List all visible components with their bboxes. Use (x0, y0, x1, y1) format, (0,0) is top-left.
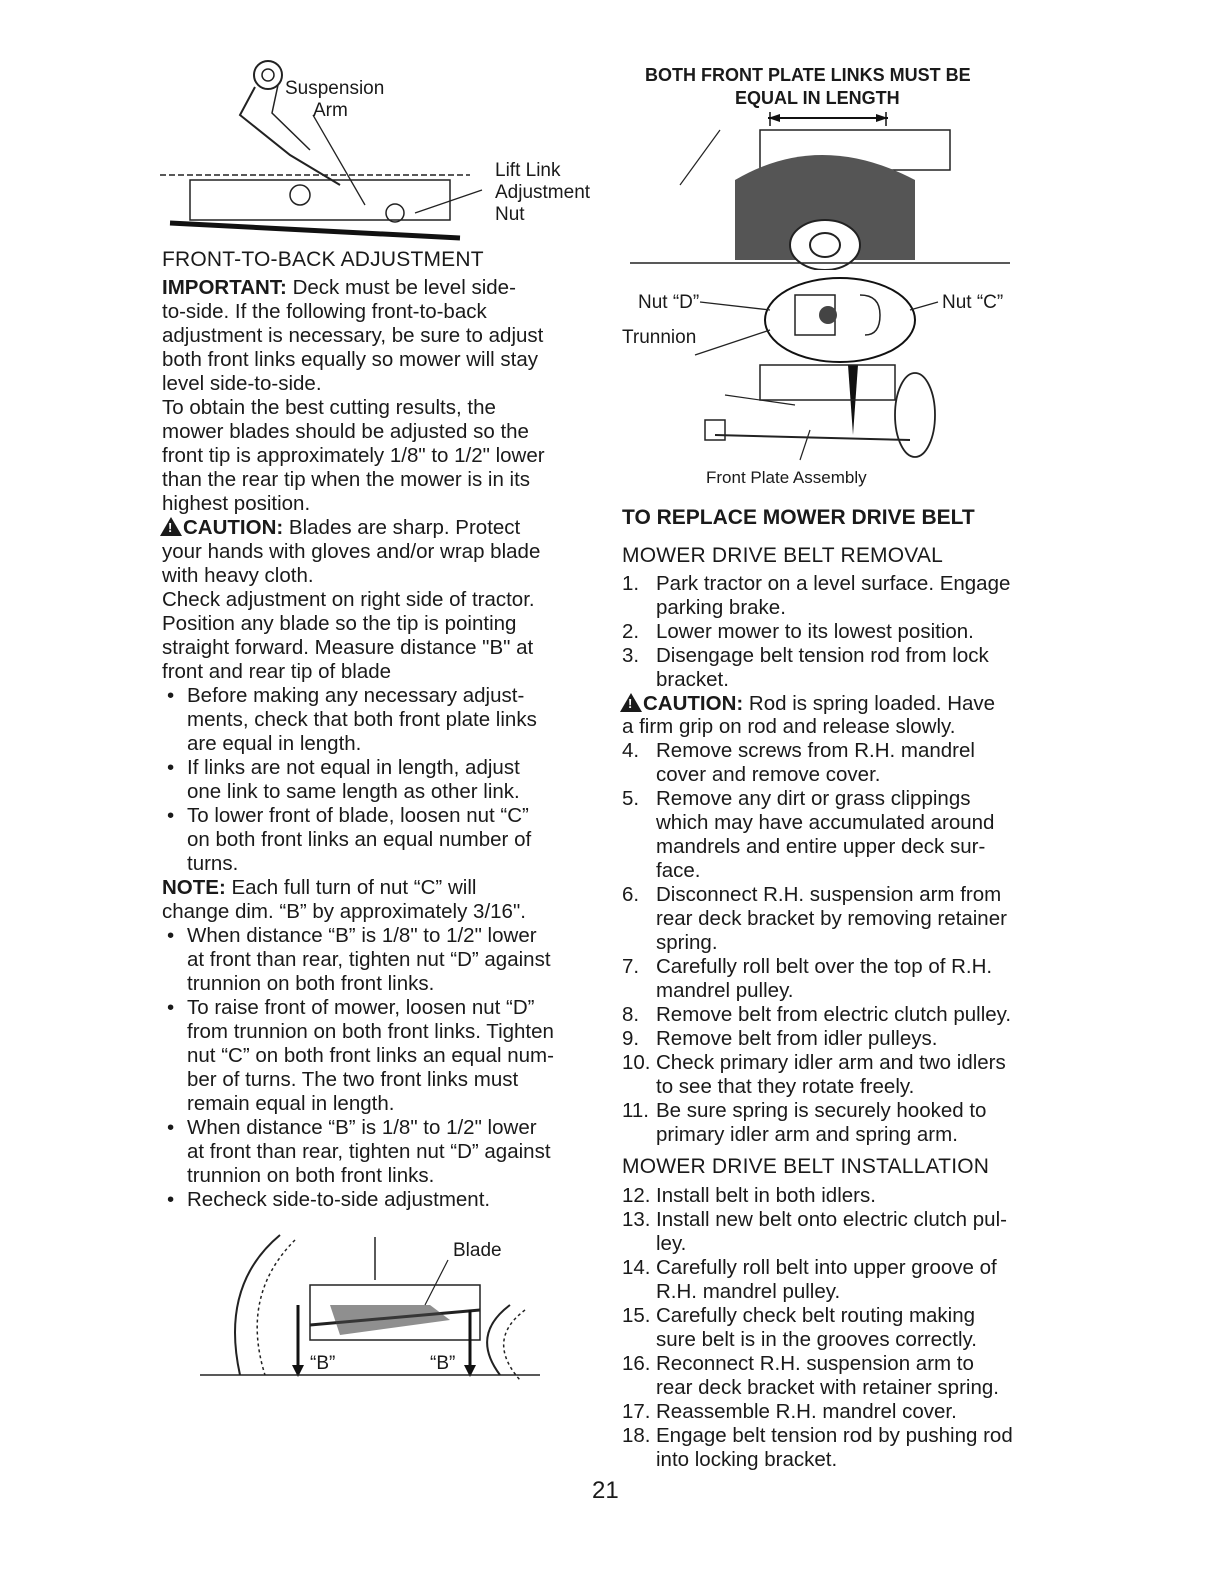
step-number: 13. (622, 1208, 651, 1231)
bullet-glyph: • (167, 996, 175, 1019)
list-item-line: ber of turns. The two front links must (187, 1068, 519, 1091)
list-item-line: turns. (187, 852, 239, 875)
nut-d-label: Nut “D” (638, 292, 700, 313)
distance-b-right-label: “B” (430, 1353, 456, 1374)
note-line: Each full turn of nut “C” will (225, 876, 477, 899)
step-line: Reconnect R.H. suspension arm to (656, 1352, 974, 1375)
step-number: 9. (622, 1027, 640, 1050)
bullet-glyph: • (167, 1116, 175, 1139)
important-line: to-side. If the following front-to-back (162, 300, 487, 323)
list-item-line: When distance “B” is 1/8" to 1/2" lower (187, 1116, 537, 1139)
blade-label: Blade (453, 1240, 502, 1261)
caution-label: CAUTION: (643, 692, 744, 715)
caution-line: Blades are sharp. Protect (283, 516, 521, 539)
bullet-glyph: • (167, 924, 175, 947)
trunnion-label: Trunnion (622, 327, 697, 348)
list-item-line: Recheck side-to-side adjustment. (187, 1188, 491, 1211)
step-line: cover and remove cover. (656, 763, 881, 786)
suspension-arm-label-2: Arm (313, 100, 348, 121)
removal-heading: MOWER DRIVE BELT REMOVAL (622, 544, 944, 567)
step-line: mandrel pulley. (656, 979, 794, 1002)
step-number: 3. (622, 644, 640, 667)
step-number: 17. (622, 1400, 651, 1423)
note-line: change dim. “B” by approximately 3/16". (162, 900, 526, 923)
important-line: both front links equally so mower will stay (162, 348, 538, 371)
caution-line: Position any blade so the tip is pointing (162, 612, 517, 635)
list-item-line: nut “C” on both front links an equal num- (187, 1044, 554, 1067)
list-item-line: on both front links an equal number of (187, 828, 532, 851)
list-item-line: from trunnion on both front links. Tighten (187, 1020, 554, 1043)
step-line: into locking bracket. (656, 1448, 838, 1471)
front-to-back-heading: FRONT-TO-BACK ADJUSTMENT (162, 248, 484, 271)
step-number: 15. (622, 1304, 651, 1327)
important-line: To obtain the best cutting results, the (162, 396, 496, 419)
lift-link-label-2: Adjustment (495, 182, 591, 203)
list-item-line: If links are not equal in length, adjust (187, 756, 520, 779)
lift-link-label-1: Lift Link (495, 160, 561, 181)
list-item-line: trunnion on both front links. (187, 1164, 435, 1187)
step-line: which may have accumulated around (656, 811, 995, 834)
important-line: Deck must be level side- (286, 276, 516, 299)
step-line: ley. (656, 1232, 687, 1255)
front-plate-title-1: BOTH FRONT PLATE LINKS MUST BE (645, 65, 971, 85)
bullet-glyph: • (167, 684, 175, 707)
front-plate-links-figure (620, 110, 1020, 270)
step-line: Lower mower to its lowest position. (656, 620, 974, 643)
front-plate-caption: Front Plate Assembly (706, 468, 867, 487)
suspension-arm-label-1: Suspension (285, 78, 385, 99)
bullet-glyph: • (167, 804, 175, 827)
step-line: Check primary idler arm and two idlers (656, 1051, 1006, 1074)
bullet-glyph: • (167, 756, 175, 779)
caution-line: with heavy cloth. (162, 564, 314, 587)
caution-line: Check adjustment on right side of tractor. (162, 588, 535, 611)
step-line: rear deck bracket by removing retainer (656, 907, 1007, 930)
step-line: Carefully roll belt over the top of R.H. (656, 955, 993, 978)
caution-line: front and rear tip of blade (162, 660, 392, 683)
step-number: 10. (622, 1051, 651, 1074)
list-item-line: To raise front of mower, loosen nut “D” (187, 996, 535, 1019)
warning-icon (160, 517, 182, 536)
step-line: to see that they rotate freely. (656, 1075, 915, 1098)
step-line: parking brake. (656, 596, 786, 619)
important-line: mower blades should be adjusted so the (162, 420, 529, 443)
step-number: 6. (622, 883, 640, 906)
step-number: 5. (622, 787, 640, 810)
list-item-line: trunnion on both front links. (187, 972, 435, 995)
step-number: 18. (622, 1424, 651, 1447)
step-line: Engage belt tension rod by pushing rod (656, 1424, 1013, 1447)
list-item-line: When distance “B” is 1/8" to 1/2" lower (187, 924, 537, 947)
step-line: mandrels and entire upper deck sur- (656, 835, 986, 858)
step-number: 7. (622, 955, 640, 978)
caution-line: your hands with gloves and/or wrap blade (162, 540, 541, 563)
lift-link-label-3: Nut (495, 204, 525, 225)
page-number: 21 (592, 1477, 619, 1504)
step-line: face. (656, 859, 701, 882)
step-line: Carefully check belt routing making (656, 1304, 976, 1327)
step-line: Park tractor on a level surface. Engage (656, 572, 1011, 595)
caution-line: Rod is spring loaded. Have (743, 692, 996, 715)
step-line: primary idler arm and spring arm. (656, 1123, 958, 1146)
important-line: adjustment is necessary, be sure to adjust (162, 324, 544, 347)
important-line: than the rear tip when the mower is in its (162, 468, 531, 491)
list-item-line: at front than rear, tighten nut “D” against (187, 1140, 551, 1163)
step-number: 8. (622, 1003, 640, 1026)
step-line: Be sure spring is securely hooked to (656, 1099, 987, 1122)
step-number: 11. (622, 1099, 649, 1122)
step-line: R.H. mandrel pulley. (656, 1280, 841, 1303)
step-line: bracket. (656, 668, 729, 691)
step-number: 14. (622, 1256, 651, 1279)
step-line: spring. (656, 931, 718, 954)
step-line: Install new belt onto electric clutch pul- (656, 1208, 1007, 1231)
step-line: rear deck bracket with retainer spring. (656, 1376, 999, 1399)
nut-c-label: Nut “C” (942, 292, 1004, 313)
list-item-line: at front than rear, tighten nut “D” against (187, 948, 551, 971)
front-plate-title-2: EQUAL IN LENGTH (735, 88, 900, 108)
step-number: 4. (622, 739, 640, 762)
list-item-line: To lower front of blade, loosen nut “C” (187, 804, 529, 827)
blade-distance-figure (180, 1225, 560, 1385)
distance-b-left-label: “B” (310, 1353, 336, 1374)
step-number: 2. (622, 620, 640, 643)
step-line: Disconnect R.H. suspension arm from (656, 883, 1002, 906)
important-line: level side-to-side. (162, 372, 322, 395)
step-line: Carefully roll belt into upper groove of (656, 1256, 997, 1279)
important-line: highest position. (162, 492, 311, 515)
step-number: 1. (622, 572, 640, 595)
list-item-line: ments, check that both front plate links (187, 708, 537, 731)
list-item-line: Before making any necessary adjust- (187, 684, 525, 707)
section-title: TO REPLACE MOWER DRIVE BELT (622, 506, 975, 529)
step-line: Remove screws from R.H. mandrel (656, 739, 975, 762)
install-heading: MOWER DRIVE BELT INSTALLATION (622, 1155, 990, 1178)
step-number: 16. (622, 1352, 651, 1375)
step-line: Remove belt from electric clutch pulley. (656, 1003, 1012, 1026)
warning-icon (620, 693, 642, 712)
list-item-line: are equal in length. (187, 732, 362, 755)
caution-line: a firm grip on rod and release slowly. (622, 715, 956, 738)
note-label: NOTE: (162, 876, 226, 899)
step-line: Disengage belt tension rod from lock (656, 644, 989, 667)
step-line: Reassemble R.H. mandrel cover. (656, 1400, 957, 1423)
caution-line: straight forward. Measure distance "B" at (162, 636, 534, 659)
step-line: sure belt is in the grooves correctly. (656, 1328, 977, 1351)
list-item-line: remain equal in length. (187, 1092, 395, 1115)
step-number: 12. (622, 1184, 651, 1207)
list-item-line: one link to same length as other link. (187, 780, 520, 803)
step-line: Remove belt from idler pulleys. (656, 1027, 938, 1050)
important-line: front tip is approximately 1/8" to 1/2" lower (162, 444, 545, 467)
suspension-arm-figure (160, 55, 610, 255)
bullet-glyph: • (167, 1188, 175, 1211)
important-label: IMPORTANT: (162, 276, 287, 299)
caution-label: CAUTION: (183, 516, 284, 539)
step-line: Remove any dirt or grass clippings (656, 787, 971, 810)
step-line: Install belt in both idlers. (656, 1184, 876, 1207)
